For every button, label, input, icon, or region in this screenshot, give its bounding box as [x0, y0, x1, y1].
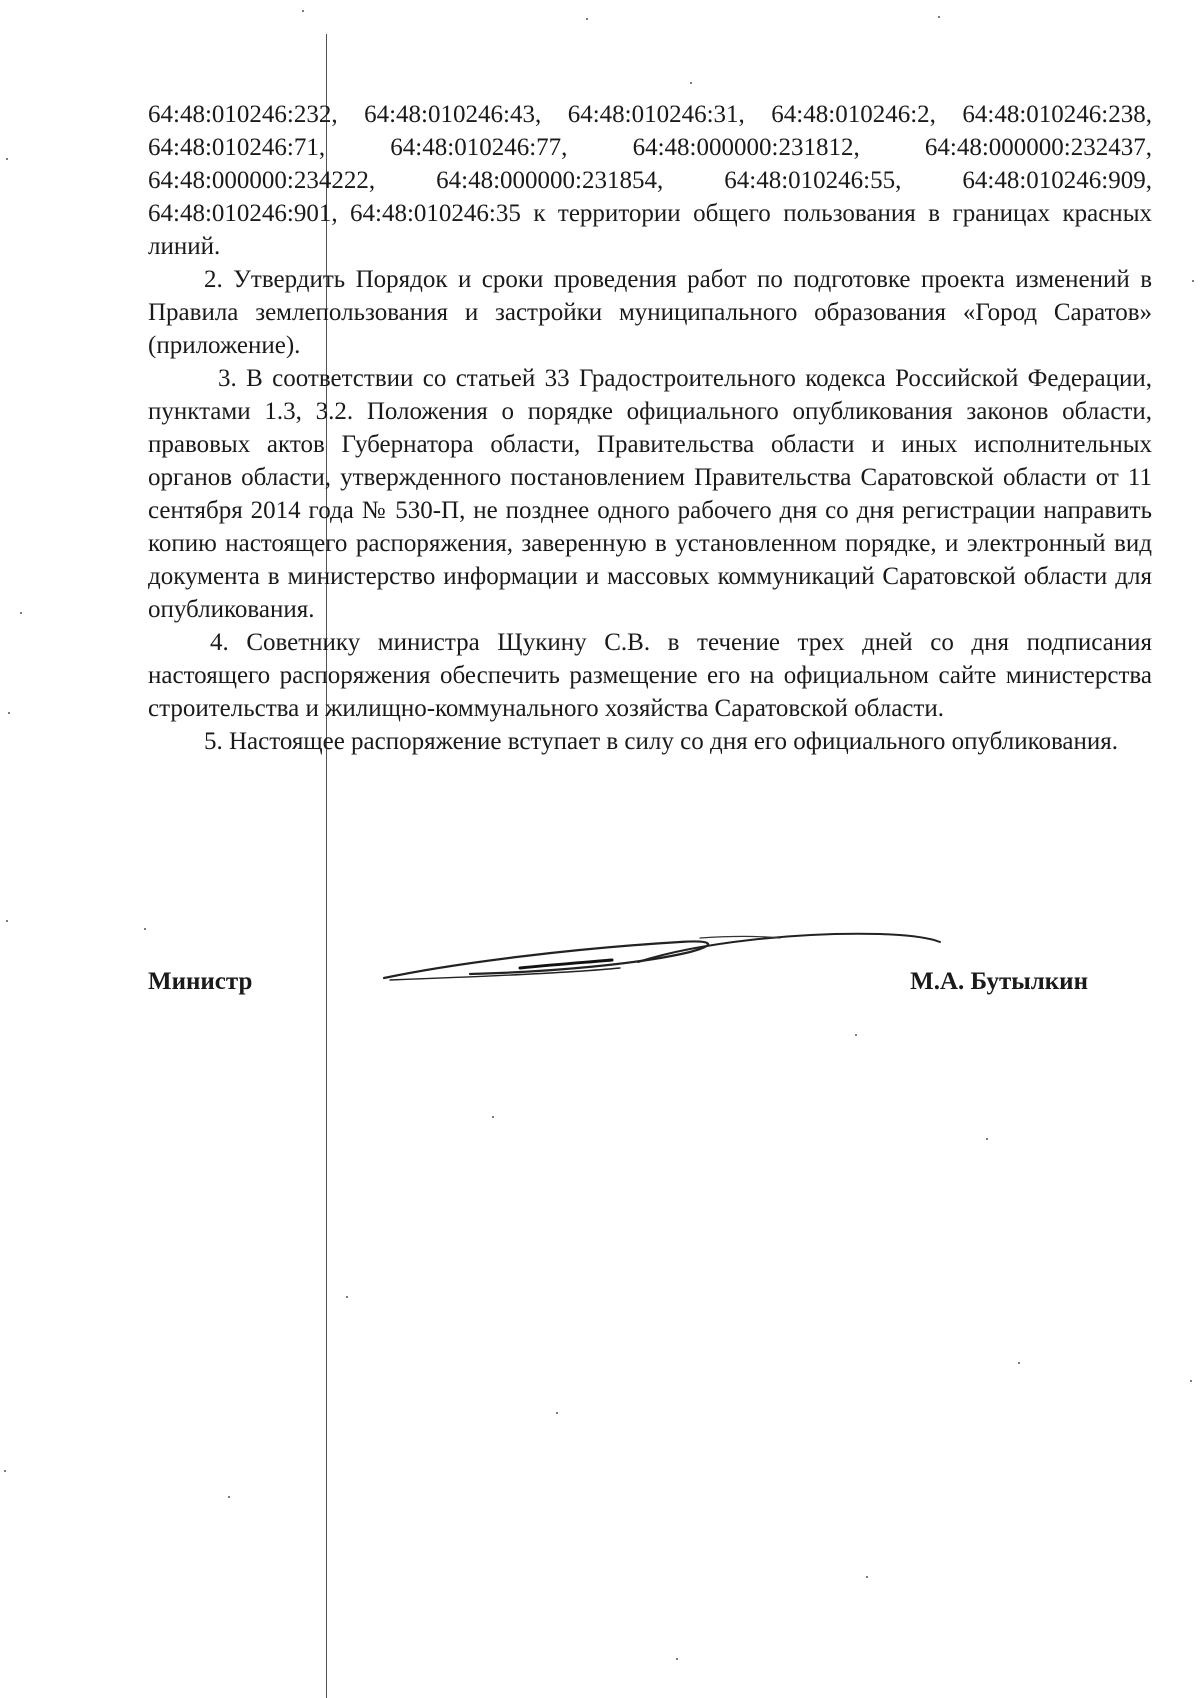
- scan-speck: [938, 16, 940, 18]
- scan-speck: [144, 928, 146, 930]
- item-4-paragraph: 4. Советнику министра Щукину С.В. в течение трех дней со дня подписания настоящего распоряжения обеспечить размещение его на официальном сайте министерства строительства и жилищно-коммунального хозяйства Саратовской области.: [148, 629, 1152, 722]
- scan-speck: [8, 712, 10, 714]
- document-body: [148, 98, 1152, 758]
- scan-speck: [690, 82, 692, 84]
- signatory-title: Министр: [148, 968, 253, 995]
- scan-speck: [1190, 1380, 1192, 1382]
- scan-speck: [866, 1576, 868, 1578]
- scan-speck: [855, 1034, 857, 1036]
- scan-speck: [346, 1296, 348, 1298]
- item-5-paragraph: 5. Настоящее распоряжение вступает в силу со дня его официального опубликования.: [204, 728, 1119, 755]
- scan-speck: [302, 10, 304, 12]
- scan-speck: [4, 1470, 6, 1472]
- item-2-paragraph: 2. Утвердить Порядок и сроки проведения работ по подготовке проекта изменений в Правила землепользования и застройки муниципального образования «Город Саратов» (приложение).: [148, 266, 1152, 359]
- scan-speck: [1018, 1362, 1020, 1364]
- scan-speck: [586, 18, 588, 20]
- cadastral-codes-paragraph: 64:48:010246:232, 64:48:010246:43, 64:48:010246:31, 64:48:010246:2, 64:48:010246:238, 64:48:010246:71, 64:48:010246:77, 64:48:000000:231812, 64:48:000000:232437, 64:48:000000:234222, 64:48:000000:231854, 64:48:010246:55, 64:48:010246:909, 64:48:010246:901, 64:48:010246:35 к территории общего пользования в границах красных линий.: [148, 101, 1152, 260]
- scan-speck: [1192, 280, 1194, 282]
- signatory-name: М.А. Бутылкин: [910, 968, 1088, 995]
- scan-speck: [492, 1116, 494, 1118]
- scan-speck: [556, 1412, 558, 1414]
- item-3-paragraph: 3. В соответствии со статьей 33 Градостроительного кодекса Российской Федерации, пунктами 1.3, 3.2. Положения о порядке официального опубликования законов области, правовых актов Губернатора области, Правительства области и иных исполнительных органов области, утвержденного постановлением Правительства Саратовской области от 11 сентября 2014 года № 530-П, не позднее одного рабочего дня со дня регистрации направить копию настоящего распоряжения, заверенную в установленном порядке, и электронный вид документа в министерство информации и массовых коммуникаций Саратовской области для опубликования.: [148, 365, 1152, 623]
- scan-speck: [6, 920, 8, 922]
- scan-speck: [676, 1658, 678, 1660]
- scan-speck: [228, 1496, 230, 1498]
- scan-speck: [6, 158, 8, 160]
- scan-speck: [986, 1138, 988, 1140]
- scan-speck: [20, 612, 22, 614]
- signature-row: [148, 962, 1088, 1002]
